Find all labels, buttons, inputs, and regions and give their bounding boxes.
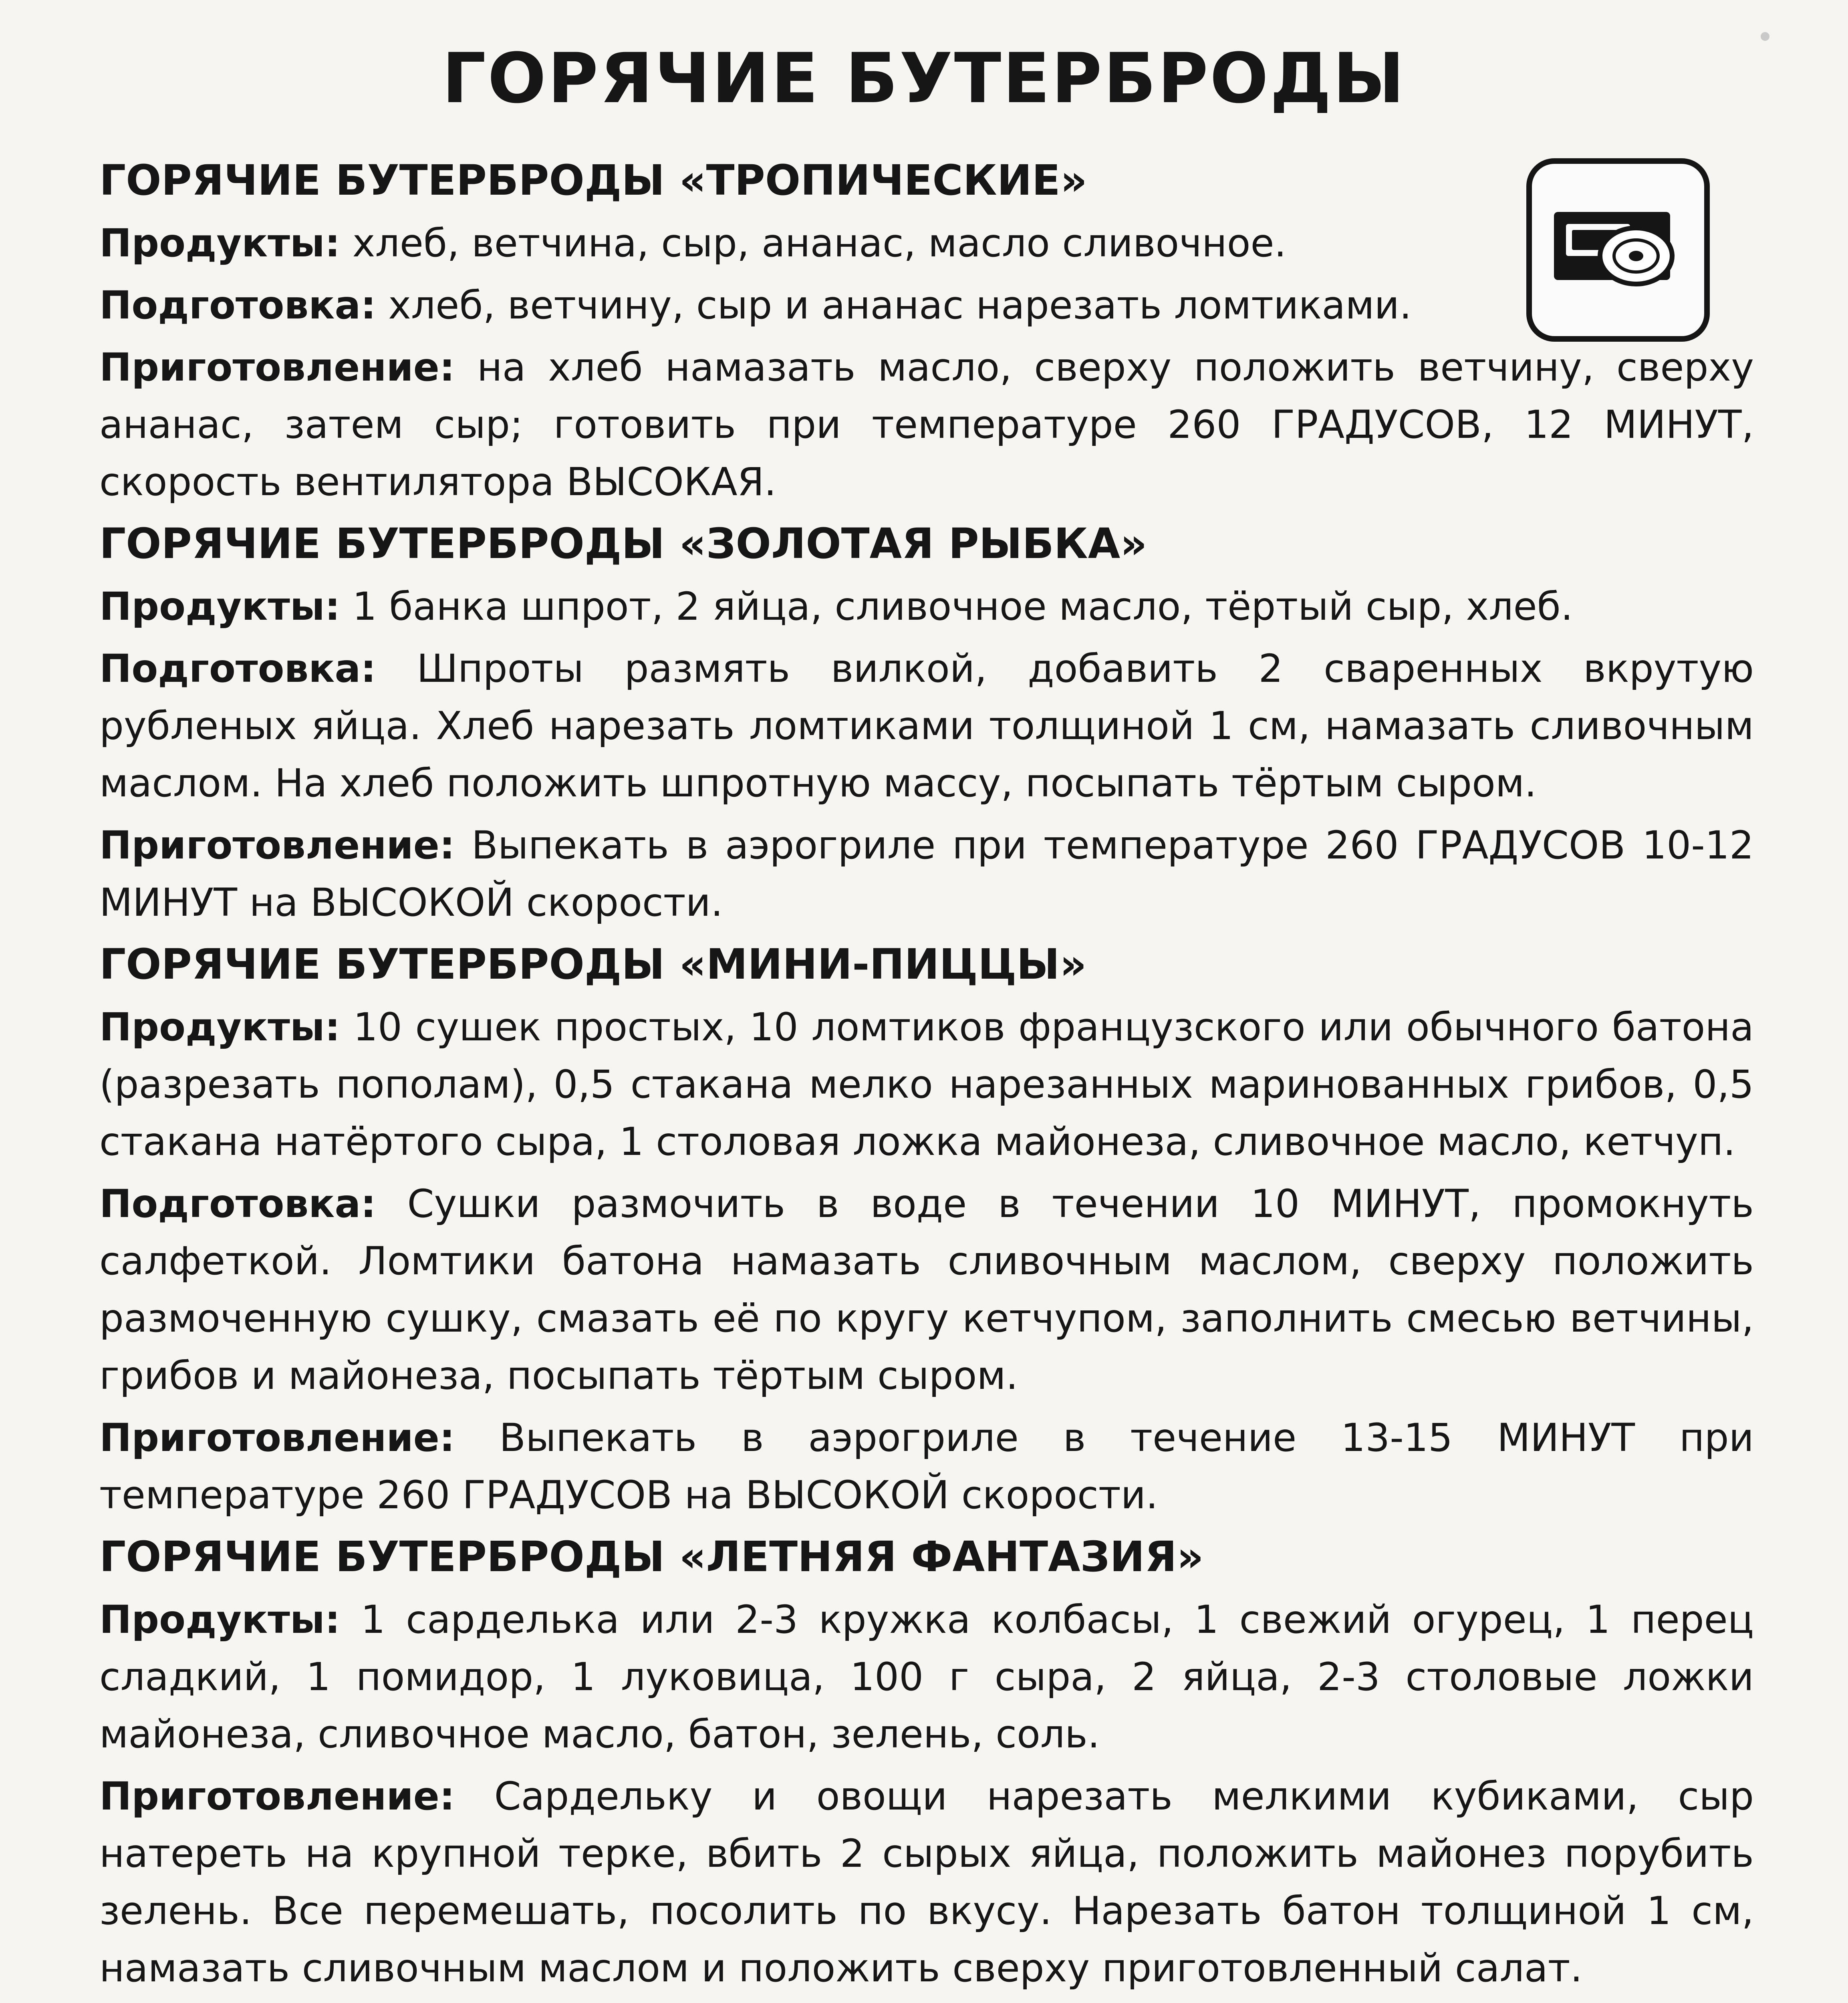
preparation-paragraph: [99, 277, 1754, 334]
paragraph-label: Подготовка:: [99, 283, 376, 328]
cooking-paragraph: [99, 1409, 1754, 1524]
paragraph-label: Подготовка:: [99, 646, 376, 691]
paragraph-text: 1 сарделька или 2-3 кружка колбасы, 1 свежий огурец, 1 перец сладкий, 1 помидор, 1 луковица, 100 г сыра, 2 яйца, 2-3 столовые ложки майонеза, сливочное масло, батон, зелень, соль.: [99, 1597, 1754, 1757]
paragraph-label: Приготовление:: [99, 823, 455, 868]
recipe-tropical: [99, 152, 1754, 511]
paragraph-label: Продукты:: [99, 584, 341, 629]
paragraph-label: Приготовление:: [99, 1774, 455, 1819]
recipe-title: ГОРЯЧИЕ БУТЕРБРОДЫ «ЗОЛОТАЯ РЫБКА»: [99, 519, 1147, 568]
paragraph-text: на хлеб намазать масло, сверху положить ветчину, сверху ананас, затем сыр; готовить при температуре 260 ГРАДУСОВ, 12 МИНУТ, скорость вентилятора ВЫСОКАЯ.: [99, 345, 1754, 504]
recipe-golden-fish: [99, 516, 1754, 931]
recipe-mini-pizza: [99, 936, 1754, 1524]
recipe-summer-fantasy: [99, 1529, 1754, 2003]
cooking-paragraph: [99, 817, 1754, 931]
paragraph-label: Продукты:: [99, 221, 341, 266]
paragraph-text: Выпекать в аэрогриле в течение 13-15 МИНУТ при температуре 260 ГРАДУСОВ на ВЫСОКОЙ скорости.: [99, 1415, 1754, 1517]
paragraph-label: Продукты:: [99, 1597, 341, 1642]
paragraph-text: 10 сушек простых, 10 ломтиков французского или обычного батона (разрезать пополам), 0,5 стакана мелко нарезанных маринованных грибов, 0,5 стакана натёртого сыра, 1 столовая ложка майонеза, сливочное масло, кетчуп.: [99, 1005, 1754, 1164]
ingredients-paragraph: [99, 215, 1754, 272]
cooking-paragraph: [99, 1768, 1754, 1997]
paragraph-label: Подготовка:: [99, 1181, 376, 1226]
recipe-title: ГОРЯЧИЕ БУТЕРБРОДЫ «МИНИ-ПИЦЦЫ»: [99, 940, 1087, 989]
page-title: ГОРЯЧИЕ БУТЕРБРОДЫ: [442, 38, 1406, 119]
ingredients-paragraph: [99, 999, 1754, 1171]
recipe-title: ГОРЯЧИЕ БУТЕРБРОДЫ «ТРОПИЧЕСКИЕ»: [99, 156, 1087, 205]
paragraph-text: хлеб, ветчину, сыр и ананас нарезать ломтиками.: [376, 283, 1412, 328]
paragraph-text: 1 банка шпрот, 2 яйца, сливочное масло, тёртый сыр, хлеб.: [340, 584, 1573, 629]
cooking-paragraph: [99, 339, 1754, 511]
preparation-paragraph: [99, 640, 1754, 812]
paragraph-text: Сардельку и овощи нарезать мелкими кубиками, сыр натереть на крупной терке, вбить 2 сырых яйца, положить майонез порубить зелень. Все перемешать, посолить по вкусу. Нарезать батон толщиной 1 см, намазать сливочным маслом и положить сверху приготовленный салат.: [99, 1774, 1754, 1991]
paragraph-label: Приготовление:: [99, 345, 455, 390]
recipe-title: ГОРЯЧИЕ БУТЕРБРОДЫ «ЛЕТНЯЯ ФАНТАЗИЯ»: [99, 1532, 1204, 1581]
ingredients-paragraph: [99, 1591, 1754, 1763]
paragraph-text: Сушки размочить в воде в течении 10 МИНУТ, промокнуть салфеткой. Ломтики батона намазать сливочным маслом, сверху положить размоченную сушку, смазать её по кругу кетчупом, заполнить смесью ветчины, грибов и майонеза, посыпать тёртым сыром.: [99, 1181, 1754, 1398]
paragraph-label: Продукты:: [99, 1005, 341, 1050]
paragraph-text: хлеб, ветчина, сыр, ананас, масло сливочное.: [340, 221, 1287, 266]
ingredients-paragraph: [99, 578, 1754, 635]
preparation-paragraph: [99, 1175, 1754, 1405]
paragraph-text: Выпекать в аэрогриле при температуре 260 ГРАДУСОВ 10-12 МИНУТ на ВЫСОКОЙ скорости.: [99, 823, 1754, 925]
paragraph-label: Приготовление:: [99, 1415, 455, 1460]
recipes-content: [99, 152, 1754, 2003]
paragraph-text: Шпроты размять вилкой, добавить 2 сваренных вкрутую рубленых яйца. Хлеб нарезать ломтиками толщиной 1 см, намазать сливочным маслом. На хлеб положить шпротную массу, посыпать тёртым сыром.: [99, 646, 1754, 806]
